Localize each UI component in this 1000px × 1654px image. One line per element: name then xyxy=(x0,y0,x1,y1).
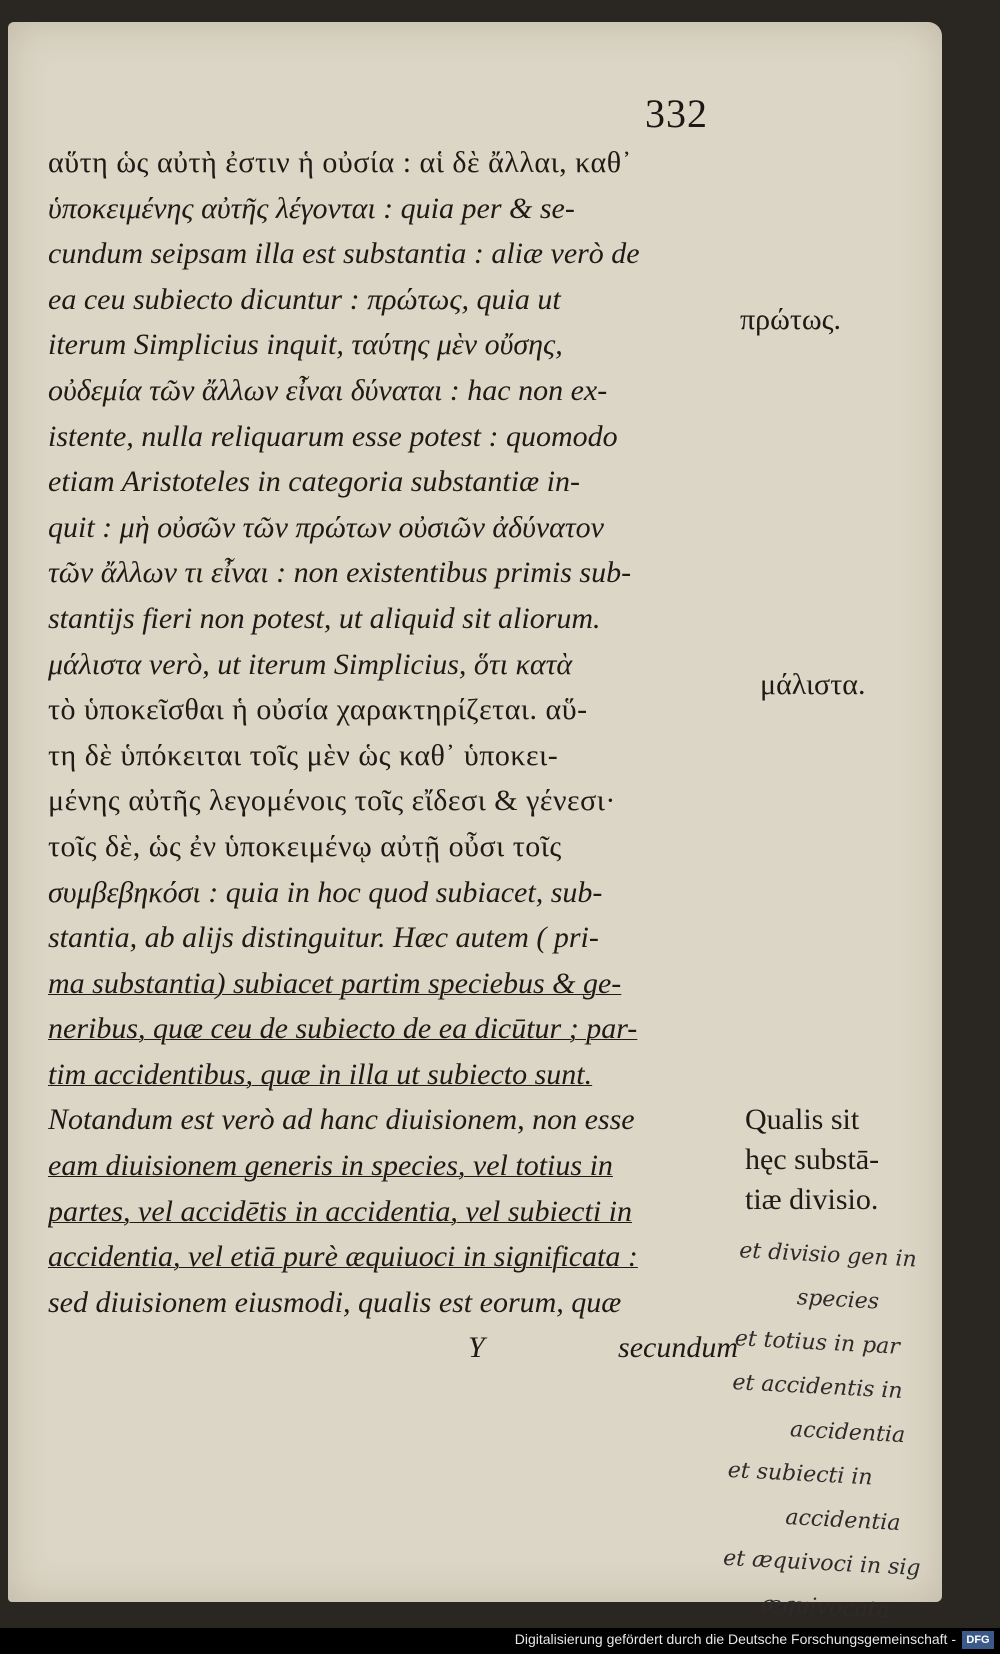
text-line-12: μάλιστα verò, ut iterum Simplicius, ὅτι κατὰ xyxy=(48,647,573,681)
page-number: 332 xyxy=(645,91,708,136)
signature-mark: Y xyxy=(468,1331,485,1365)
text-line-25: accidentia, vel etiā purè æquiuoci in significata : xyxy=(48,1240,638,1274)
text-line-19: ma substantia) subiacet partim speciebus & ge- xyxy=(48,966,622,1000)
text-line-20: neribus, quæ ceu de subiecto de ea dicūtur ; par- xyxy=(48,1012,638,1046)
handwritten-line-4: et accidentis in xyxy=(731,1370,904,1404)
text-line-7: istente, nulla reliquarum esse potest : quomodo xyxy=(48,419,618,453)
footer-text: Digitalisierung gefördert durch die Deutsche Forschungsgemeinschaft - xyxy=(514,1631,956,1647)
margin-note-qualis-line-3: tiæ divisio. xyxy=(745,1183,879,1216)
handwritten-line-7: accidentia xyxy=(784,1505,902,1537)
handwritten-line-5: accidentia xyxy=(789,1417,906,1449)
handwritten-line-9: æquivocata xyxy=(760,1591,891,1624)
text-line-24: partes, vel accidētis in accidentia, vel subiecti in xyxy=(48,1194,632,1228)
text-line-22: Notandum est verò ad hanc diuisionem, non esse xyxy=(48,1103,635,1137)
text-line-11: stantijs fieri non potest, ut aliquid sit aliorum. xyxy=(48,601,601,635)
margin-note-protos: πρώτως. xyxy=(740,303,842,336)
text-line-17: συμβεβηκόσι : quia in hoc quod subiacet, sub- xyxy=(48,875,603,909)
margin-note-qualis-line-1: Qualis sit xyxy=(745,1103,860,1136)
text-line-15: μένης αὐτῆς λεγομένοις τοῖς εἴδεσι & γένεσι· xyxy=(48,784,616,818)
handwritten-line-3: et totius in par xyxy=(734,1326,901,1360)
handwritten-line-2: species xyxy=(796,1285,880,1315)
margin-note-qualis xyxy=(745,1100,879,1220)
catchword: secundum xyxy=(618,1331,738,1365)
handwritten-line-8: et æquivoci in sig xyxy=(722,1545,922,1582)
text-line-21: tim accidentibus, quæ in illa ut subiecto sunt. xyxy=(48,1057,593,1091)
text-line-18: stantia, ab alijs distinguitur. Hæc autem ( pri- xyxy=(48,921,599,955)
text-line-9: quit : μὴ οὐσῶν τῶν πρώτων οὐσιῶν ἀδύνατον xyxy=(48,510,604,544)
text-line-4: ea ceu subiecto dicuntur : πρώτως, quia ut xyxy=(48,282,561,316)
text-line-16: τοῖς δὲ, ὡς ἐν ὑποκειμένῳ αὐτῇ οὖσι τοῖς xyxy=(48,829,562,863)
text-line-5: iterum Simplicius inquit, ταύτης μὲν οὔσης, xyxy=(48,328,563,362)
footer-bar xyxy=(0,1628,1000,1654)
text-line-26: sed diuisionem eiusmodi, qualis est eorum, quæ xyxy=(48,1285,622,1319)
signature-line xyxy=(48,1325,738,1371)
handwritten-line-1: et divisio gen in xyxy=(738,1238,918,1273)
dfg-logo-icon: DFG xyxy=(962,1631,994,1649)
text-line-2: ὑποκειμένης αὐτῆς λέγονται : quia per & se- xyxy=(48,191,575,225)
main-text xyxy=(48,140,738,1371)
text-line-13: τὸ ὑποκεῖσθαι ἡ οὐσία χαρακτηρίζεται. αὕ- xyxy=(48,693,588,727)
text-line-3: cundum seipsam illa est substantia : aliæ verò de xyxy=(48,237,640,271)
handwritten-annotation xyxy=(720,1229,970,1636)
margin-note-malista: μάλιστα. xyxy=(760,668,866,701)
text-line-8: etiam Aristoteles in categoria substantiæ in- xyxy=(48,465,580,499)
text-line-23: eam diuisionem generis in species, vel totius in xyxy=(48,1149,613,1183)
text-line-1: αὕτη ὡς αὐτὴ ἐστιν ἡ οὐσία : αἱ δὲ ἄλλαι, καθ᾽ xyxy=(48,146,633,179)
text-line-14: τη δὲ ὑπόκειται τοῖς μὲν ὡς καθ᾽ ὑποκει- xyxy=(48,738,559,772)
margin-note-qualis-line-2: hęc substā- xyxy=(745,1143,880,1176)
text-line-6: οὐδεμία τῶν ἄλλων εἶναι δύναται : hac non ex- xyxy=(48,373,608,407)
text-line-10: τῶν ἄλλων τι εἶναι : non existentibus primis sub- xyxy=(48,556,632,590)
handwritten-line-6: et subiecti in xyxy=(727,1457,874,1491)
